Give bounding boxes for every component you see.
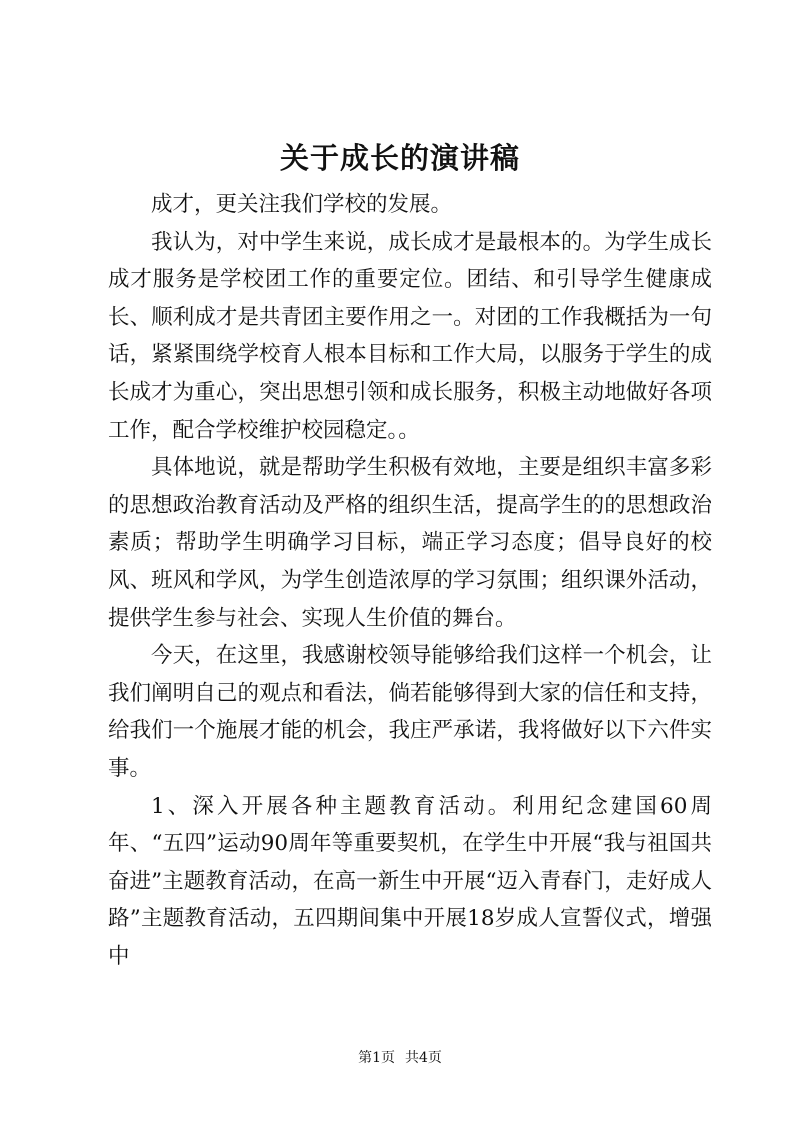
document-body bbox=[108, 186, 712, 975]
page-total: 共4页 bbox=[405, 1050, 442, 1066]
paragraph: 具体地说，就是帮助学生积极有效地，主要是组织丰富多彩的思想政治教育活动及严格的组织生活，提高学生的的思想政治素质；帮助学生明确学习目标，端正学习态度；倡导良好的校风、班风和学风，为学生创造浓厚的学习氛围；组织课外活动，提供学生参与社会、实现人生价值的舞台。 bbox=[108, 455, 712, 631]
paragraph: 1、深入开展各种主题教育活动。利用纪念建国60周年、“五四”运动90周年等重要契机，在学生中开展“我与祖国共奋进”主题教育活动，在高一新生中开展“迈入青春门，走好成人路”主题教育活动，五四期间集中开展18岁成人宣誓仪式，增强中 bbox=[108, 793, 712, 969]
document-title: 关于成长的演讲稿 bbox=[279, 141, 520, 175]
paragraph: 今天，在这里，我感谢校领导能够给我们这样一个机会，让我们阐明自己的观点和看法，倘若能够得到大家的信任和支持，给我们一个施展才能的机会，我庄严承诺，我将做好以下六件实事。 bbox=[108, 643, 712, 781]
page-number: 第1页 bbox=[358, 1050, 395, 1066]
paragraph: 我认为，对中学生来说，成长成才是最根本的。为学生成长成才服务是学校团工作的重要定位。团结、和引导学生健康成长、顺利成才是共青团主要作用之一。对团的工作我概括为一句话，紧紧围绕学校育人根本目标和工作大局，以服务于学生的成长成才为重心，突出思想引领和成长服务，积极主动地做好各项工作，配合学校维护校园稳定。。 bbox=[108, 229, 712, 443]
page-footer bbox=[0, 1048, 800, 1068]
paragraph: 成才，更关注我们学校的发展。 bbox=[151, 192, 453, 217]
